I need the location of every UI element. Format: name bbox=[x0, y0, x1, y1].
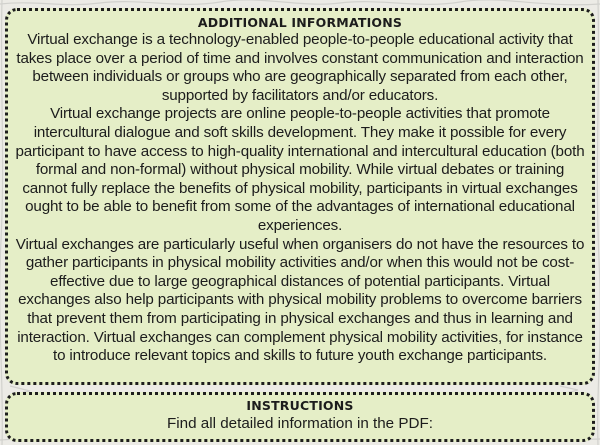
instructions-title: INSTRUCTIONS bbox=[246, 398, 354, 413]
additional-info-panel bbox=[5, 8, 595, 385]
info-paragraph-2: Virtual exchange projects are online people-to-people activities that promote intercultural dialogue and soft skills development. They make it possible for every participant to have access to high-quality international and intercultural education (both formal and non-formal) without physical mobility. While virtual debates or training cannot fully replace the benefits of physical mobility, participants in virtual exchanges ought to be able to benefit from some of the advantages of international educational experiences. bbox=[15, 105, 585, 234]
info-paragraph-3: Virtual exchanges are particularly useful when organisers do not have the resources to gather participants in physical mobility activities and/or when this would not be cost-effective due to large geographical distances of potential participants. Virtual exchanges also help participants with physical mobility problems to overcome barriers that prevent them from participating in physical exchanges and thus in learning and interaction. Virtual exchanges can complement physical mobility activities, for instance to introduce relevant topics and skills to future youth exchange participants. bbox=[15, 235, 585, 365]
instructions-text: Find all detailed information in the PDF: bbox=[167, 415, 433, 432]
info-paragraph-1: Virtual exchange is a technology-enabled people-to-people educational activity that takes place over a period of time and involves constant communication and interaction between individuals or groups who are geographically separated from each other, supported by facilitators and/or educators. bbox=[16, 31, 584, 104]
additional-info-title: ADDITIONAL INFORMATIONS bbox=[197, 15, 403, 30]
instructions-panel bbox=[5, 392, 595, 442]
